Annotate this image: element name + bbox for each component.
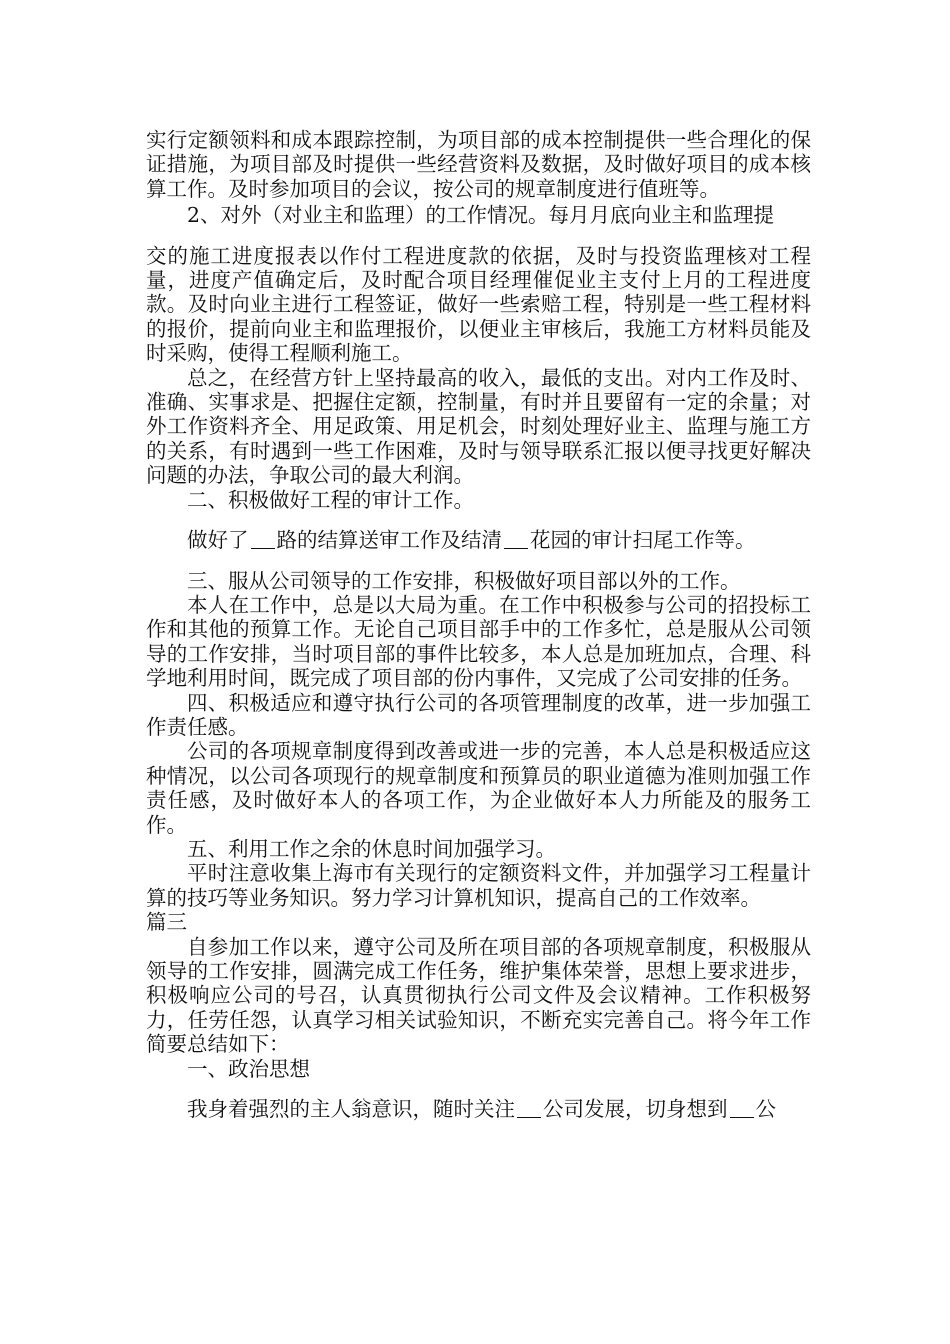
- blank-underline: [730, 1099, 754, 1118]
- section-heading-political-thought: 一、政治思想: [187, 1056, 310, 1081]
- audit-text-part-1: 做好了: [187, 528, 249, 553]
- section-heading-obey-leadership: 三、服从公司领导的工作安排，积极做好项目部以外的工作。: [187, 568, 741, 593]
- paragraph-cost-control: 实行定额领料和成本跟踪控制，为项目部的成本控制提供一些合理化的保证措施，为项目部及时提供一些经营资料及数据，及时做好项目的成本核算工作。及时参加项目的会议，按公司的规章制度进行值班等。: [146, 128, 811, 201]
- ownership-text-part-3: 公: [755, 1097, 776, 1122]
- paragraph-external-work-heading: 2、对外（对业主和监理）的工作情况。每月月底向业主和监理提: [187, 203, 775, 228]
- paragraph-bidding-work: 本人在工作中，总是以大局为重。在工作中积极参与公司的招投标工作和其他的预算工作。无论自己项目部手中的工作多忙，总是服从公司领导的工作安排，当时项目部的事件比较多，本人总是加班加点，合理、科学地利用时间，既完成了项目部的份内事件，又完成了公司安排的任务。: [146, 592, 811, 691]
- paragraph-progress-reports: 交的施工进度报表以作付工程进度款的依据，及时与投资监理核对工程量，进度产值确定后，及时配合项目经理催促业主支付上月的工程进度款。及时向业主进行工程签证，做好一些索赔工程，特别是一些工程材料的报价，提前向业主和监理报价，以便业主审核后，我施工方材料员能及时采购，使得工程顺利施工。: [146, 243, 811, 366]
- section-heading-management-reform: 四、积极适应和遵守执行公司的各项管理制度的改革，进一步加强工作责任感。: [146, 690, 811, 739]
- section-heading-study: 五、利用工作之余的休息时间加强学习。: [187, 836, 556, 861]
- paragraph-ownership: [146, 1097, 811, 1121]
- document-page: [146, 128, 811, 1121]
- blank-underline: [517, 1099, 541, 1118]
- audit-text-part-2: 路的结算送审工作及结清: [276, 528, 502, 553]
- blank-underline: [504, 530, 528, 549]
- section-title-part-three: 篇三: [146, 910, 187, 935]
- paragraph-introduction: 自参加工作以来，遵守公司及所在项目部的各项规章制度，积极服从领导的工作安排，圆满完成工作任务，维护集体荣誉，思想上要求进步，积极响应公司的号召，认真贯彻执行公司文件及会议精神。工作积极努力，任劳任怨，认真学习相关试验知识，不断充实完善自己。将今年工作简要总结如下：: [146, 934, 811, 1057]
- paragraph-regulations: 公司的各项规章制度得到改善或进一步的完善，本人总是积极适应这种情况，以公司各项现行的规章制度和预算员的职业道德为准则加强工作责任感，及时做好本人的各项工作，为企业做好本人力所能及的服务工作。: [146, 739, 811, 837]
- ownership-text-part-1: 我身着强烈的主人翁意识，随时关注: [187, 1097, 515, 1122]
- paragraph-summary: 总之，在经营方针上坚持最高的收入，最低的支出。对内工作及时、准确、实事求是、把握住定额，控制量，有时并且要留有一定的余量；对外工作资料齐全、用足政策、用足机会，时刻处理好业主、监理与施工方的关系，有时遇到一些工作困难，及时与领导联系汇报以便寻找更好解决问题的办法，争取公司的最大利润。: [146, 365, 811, 488]
- blank-underline: [251, 530, 275, 549]
- paragraph-study-detail: 平时注意收集上海市有关现行的定额资料文件，并加强学习工程量计算的技巧等业务知识。努力学习计算机知识，提高自己的工作效率。: [146, 861, 811, 910]
- section-heading-audit: 二、积极做好工程的审计工作。: [187, 487, 474, 512]
- ownership-text-part-2: 公司发展，切身想到: [543, 1097, 728, 1122]
- paragraph-audit-detail: [146, 528, 811, 552]
- audit-text-part-3: 花园的审计扫尾工作等。: [530, 528, 756, 553]
